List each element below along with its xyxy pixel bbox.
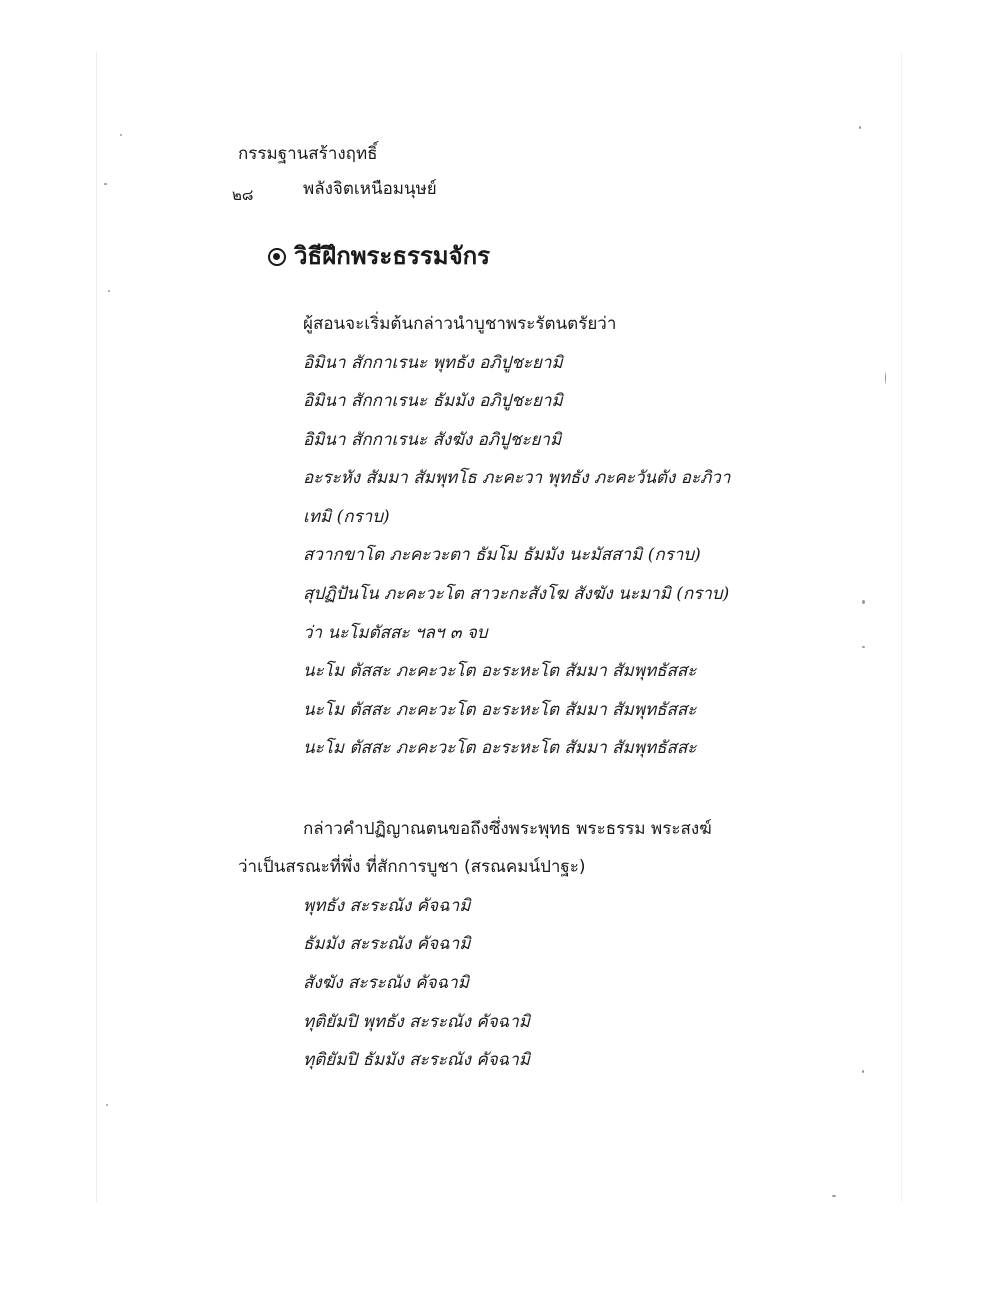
refuge-line: ทุติยัมปิ พุทธัง สะระณัง คัจฉามิ [303, 1012, 531, 1032]
scan-speck [832, 1195, 836, 1197]
section-heading [268, 237, 490, 275]
intro-line: ผู้สอนจะเริ่มต้นกล่าวนำบูชาพระรัตนตรัยว่า [303, 314, 617, 334]
scan-speck [862, 1070, 864, 1073]
scan-speck [885, 372, 886, 384]
chant-line: อิมินา สักกาเรนะ พุทธัง อภิปูชะยามิ [303, 353, 563, 373]
scan-speck [859, 126, 861, 129]
scan-speck [106, 1104, 108, 1106]
namo-note: ว่า นะโมตัสสะ ฯลฯ ๓ จบ [303, 623, 488, 643]
scan-speck [120, 134, 122, 136]
scan-speck [104, 183, 107, 185]
namo-line: นะโม ตัสสะ ภะคะวะโต อะระหะโต สัมมา สัมพุทธัสสะ [303, 700, 697, 720]
chant-line: อิมินา สักกาเรนะ ธัมมัง อภิปูชะยามิ [303, 391, 563, 411]
chant-line: สวากขาโต ภะคะวะตา ธัมโม ธัมมัง นะมัสสามิ (กราบ) [303, 545, 701, 565]
refuge-line: ทุติยัมปิ ธัมมัง สะระณัง คัจฉามิ [303, 1050, 531, 1070]
book-title: กรรมฐานสร้างฤทธิ์ [238, 144, 378, 164]
section-heading-text: วิธีฝึกพระธรรมจักร [294, 242, 491, 270]
book-subtitle: พลังจิตเหนือมนุษย์ [303, 179, 437, 199]
refuge-line: ธัมมัง สะระณัง คัจฉามิ [303, 934, 471, 954]
chant-line: อะระหัง สัมมา สัมพุทโธ ภะคะวา พุทธัง ภะคะวันตัง อะภิวา [303, 468, 731, 488]
scan-speck [108, 290, 110, 292]
page-number: ๒๘ [232, 186, 254, 204]
refuge-intro-line: ว่าเป็นสรณะที่พึ่ง ที่สักการบูชา (สรณคมน์ปาฐะ) [238, 857, 586, 877]
chant-line: อิมินา สักกาเรนะ สังฆัง อภิปูชะยามิ [303, 430, 562, 450]
namo-line: นะโม ตัสสะ ภะคะวะโต อะระหะโต สัมมา สัมพุทธัสสะ [303, 738, 697, 758]
namo-line: นะโม ตัสสะ ภะคะวะโต อะระหะโต สัมมา สัมพุทธัสสะ [303, 661, 697, 681]
refuge-line: สังฆัง สะระณัง คัจฉามิ [303, 973, 469, 993]
refuge-line: พุทธัง สะระณัง คัจฉามิ [303, 896, 471, 916]
bullet-icon [268, 248, 286, 266]
scan-speck [862, 600, 865, 604]
chant-line: สุปฏิปันโน ภะคะวะโต สาวะกะสังโฆ สังฆัง นะมามิ (กราบ) [303, 584, 730, 604]
scan-speck [862, 646, 865, 648]
chant-line: เทมิ (กราบ) [303, 507, 390, 527]
refuge-intro-line: กล่าวคำปฏิญาณตนขอถึงซึ่งพระพุทธ พระธรรม พระสงฆ์ [303, 819, 712, 839]
